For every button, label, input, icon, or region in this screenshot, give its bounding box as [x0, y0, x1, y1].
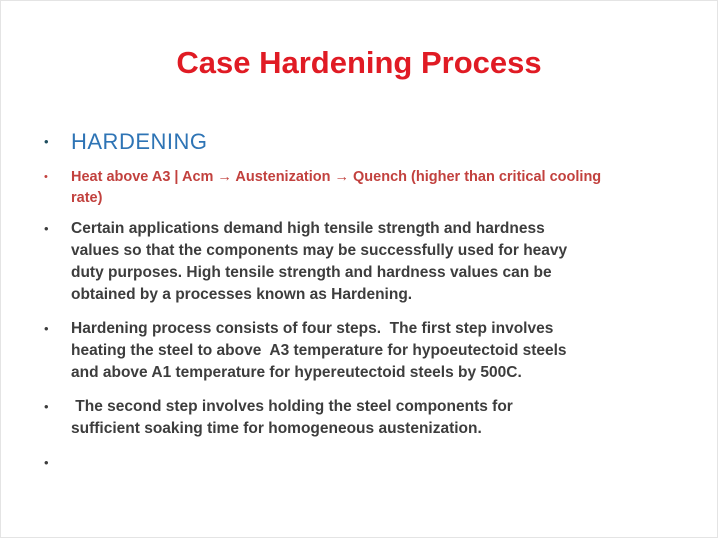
bullet-item-four-steps: [44, 318, 679, 384]
bullet-line: Hardening process consists of four steps. The first step involves: [71, 320, 554, 337]
bullet-icon: •: [44, 399, 49, 414]
bullet-line: Heat above A3 | Acm → Austenization → Quench (higher than critical cooling: [71, 169, 602, 185]
bullet-item-applications: [44, 218, 679, 306]
bullet-text: [71, 129, 679, 155]
bullet-icon: •: [44, 134, 49, 149]
bullet-icon: •: [44, 321, 49, 336]
bullet-item-hardening: [44, 129, 679, 155]
bullet-line: and above A1 temperature for hypereutectoid steels by 500C.: [71, 364, 522, 381]
bullet-text: [71, 396, 679, 440]
bullet-item-heat-process: [44, 167, 679, 209]
bullet-line: The second step involves holding the steel components for: [71, 398, 513, 415]
bullet-line: sufficient soaking time for homogeneous austenization.: [71, 420, 482, 437]
bullet-item-empty: [44, 452, 679, 474]
bullet-line: HARDENING: [71, 129, 208, 154]
bullet-text: [71, 167, 679, 209]
bullet-line: values so that the components may be successfully used for heavy: [71, 242, 568, 259]
bullet-text: [71, 318, 679, 384]
bullet-list: [44, 129, 679, 474]
bullet-icon: •: [44, 455, 49, 470]
bullet-line: Certain applications demand high tensile strength and hardness: [71, 220, 545, 237]
bullet-text: [71, 218, 679, 306]
bullet-item-second-step: [44, 396, 679, 440]
bullet-line: duty purposes. High tensile strength and hardness values can be: [71, 264, 552, 281]
slide-title: Case Hardening Process: [176, 45, 542, 80]
bullet-line: heating the steel to above A3 temperature for hypoeutectoid steels: [71, 342, 567, 359]
bullet-line: rate): [71, 190, 103, 206]
bullet-line: obtained by a processes known as Hardening.: [71, 286, 413, 303]
bullet-icon: •: [44, 221, 49, 236]
bullet-icon: •: [44, 171, 48, 183]
